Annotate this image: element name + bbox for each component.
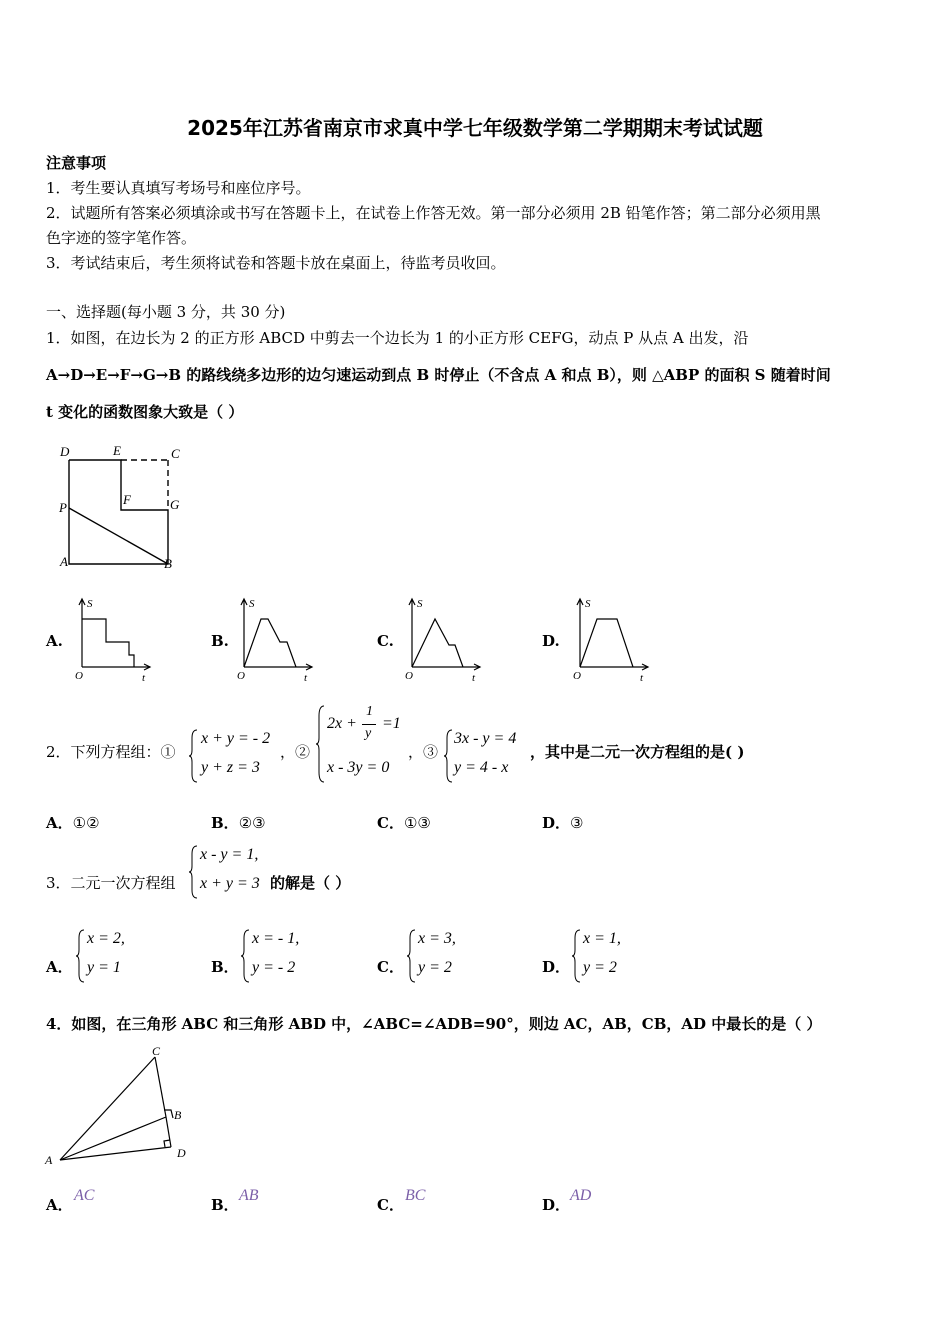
q4-option-a-label[interactable]: A． [46,1196,73,1214]
q2-system-3 [444,728,536,784]
q1-option-d-label[interactable]: D. [542,632,560,650]
q1-option-a-label[interactable]: A. [46,632,63,650]
fig-label-f: F [123,492,131,507]
origin-label: O [75,670,83,682]
axis-s-label: S [249,598,255,610]
fig-label-a: A [60,554,68,569]
fig-label-p: P [59,500,67,515]
fig-label-c: C [152,1044,161,1058]
equation: y = 4 - x [454,759,509,776]
page-title: 2025年江苏省南京市求真中学七年级数学第二学期期末考试试题 [187,116,763,140]
q3-option-b-system[interactable] [241,928,316,984]
axis-s-label: S [87,598,93,610]
q4-option-b-label[interactable]: B． [211,1196,239,1214]
q3-option-d-label[interactable]: D． [542,958,571,976]
equation: x = 1, [583,930,621,947]
q3-option-b-label[interactable]: B． [211,958,239,976]
q1-text: t 变化的函数图象大致是（ ） [46,403,244,421]
equation: x = 2, [87,930,125,947]
fraction-numerator: 1 [366,704,373,719]
fig-label-d: D [60,444,70,459]
q1-graph-a[interactable] [72,595,162,685]
equation: x - 3y = 0 [327,759,390,776]
axis-t-label: t [142,672,146,684]
q3-option-a-system[interactable] [76,928,146,984]
equation: y + z = 3 [201,759,260,776]
fig-label-e: E [113,443,121,458]
q1-option-c-label[interactable]: C. [377,632,394,650]
equation: 3x - y = 4 [454,730,517,747]
fig-label-a: A [45,1153,53,1167]
q1-text: 1．如图，在边长为 2 的正方形 ABCD 中剪去一个边长为 1 的小正方形 CEFG，动点 P 从点 A 出发，沿 [46,329,749,347]
equation-part: 2x + [327,715,357,732]
origin-label: O [237,670,245,682]
note-item: 1．考生要认真填写考场号和座位序号。 [46,179,311,197]
q3-suffix: 的解是（ ） [270,874,351,892]
q2-option-d[interactable]: D．③ [542,814,584,832]
axis-t-label: t [304,672,308,684]
equation: x = 3, [418,930,456,947]
q3-system [189,844,273,900]
equation: x + y = - 2 [201,730,271,747]
section-heading: 一、选择题(每小题 3 分，共 30 分) [46,303,286,321]
note-item: 色字迹的签字笔作答。 [46,229,197,247]
q3-option-c-system[interactable] [407,928,477,984]
q2-option-c[interactable]: C．①③ [377,814,431,832]
q3-prefix: 3．二元一次方程组 [46,874,176,892]
q1-graph-b[interactable] [234,595,324,685]
equation: y = - 2 [252,959,296,976]
equation: x = - 1, [252,930,300,947]
equation: y = 1 [87,959,121,976]
q3-option-c-label[interactable]: C． [377,958,404,976]
fig-label-b: B [174,1108,182,1122]
q4-option-c-value[interactable]: BC [405,1187,426,1204]
q2-suffix: ，其中是二元一次方程组的是( ) [530,743,745,761]
q2-system-2 [316,704,410,784]
equation: x + y = 3 [200,875,260,892]
q4-option-d-label[interactable]: D． [542,1196,571,1214]
q3-option-a-label[interactable]: A． [46,958,73,976]
q1-text: A→D→E→F→G→B 的路线绕多边形的边匀速运动到点 B 时停止（不含点 A 和点 B），则 △ABP 的面积 S 随着时间 [46,366,831,384]
q3-option-d-system[interactable] [572,928,642,984]
q4-triangle-figure [40,1040,200,1172]
fig-label-d: D [177,1146,186,1160]
equation: y = 2 [418,959,452,976]
note-item: 2．试题所有答案必须填涂或书写在答题卡上，在试卷上作答无效。第一部分必须用 2B 铅笔作答；第二部分必须用黑 [46,204,821,222]
fig-label-c: C [171,446,180,461]
q4-text: 4．如图，在三角形 ABC 和三角形 ABD 中，∠ABC=∠ADB=90°，则边 AC，AB，CB，AD 中最长的是（ ） [46,1015,822,1033]
fraction-denominator: y [365,726,372,741]
q1-graph-d[interactable] [570,595,660,685]
q2-option-b[interactable]: B．②③ [211,814,266,832]
q2-system-1 [189,728,281,784]
q2-mark-2: ，② [280,743,311,761]
q4-option-c-label[interactable]: C． [377,1196,404,1214]
origin-label: O [573,670,581,682]
equation-part: =1 [382,715,401,732]
q1-graph-c[interactable] [402,595,492,685]
note-item: 3．考试结束后，考生须将试卷和答题卡放在桌面上，待监考员收回。 [46,254,506,272]
origin-label: O [405,670,413,682]
axis-t-label: t [472,672,476,684]
q1-square-figure [55,442,195,574]
q2-mark-3: ，③ [408,743,439,761]
fig-label-g: G [170,497,180,512]
q2-prefix: 2．下列方程组：① [46,743,176,761]
q2-option-a[interactable]: A．①② [46,814,100,832]
equation: x - y = 1, [200,846,259,863]
q4-option-d-value[interactable]: AD [570,1187,592,1204]
fig-label-b: B [164,556,172,571]
fraction-bar [362,724,376,725]
q1-option-b-label[interactable]: B. [211,632,229,650]
q4-option-a-value[interactable]: AC [74,1187,95,1204]
notes-heading: 注意事项 [46,154,107,172]
q4-option-b-value[interactable]: AB [239,1187,259,1204]
axis-t-label: t [640,672,644,684]
axis-s-label: S [417,598,423,610]
axis-s-label: S [585,598,591,610]
equation: y = 2 [583,959,617,976]
